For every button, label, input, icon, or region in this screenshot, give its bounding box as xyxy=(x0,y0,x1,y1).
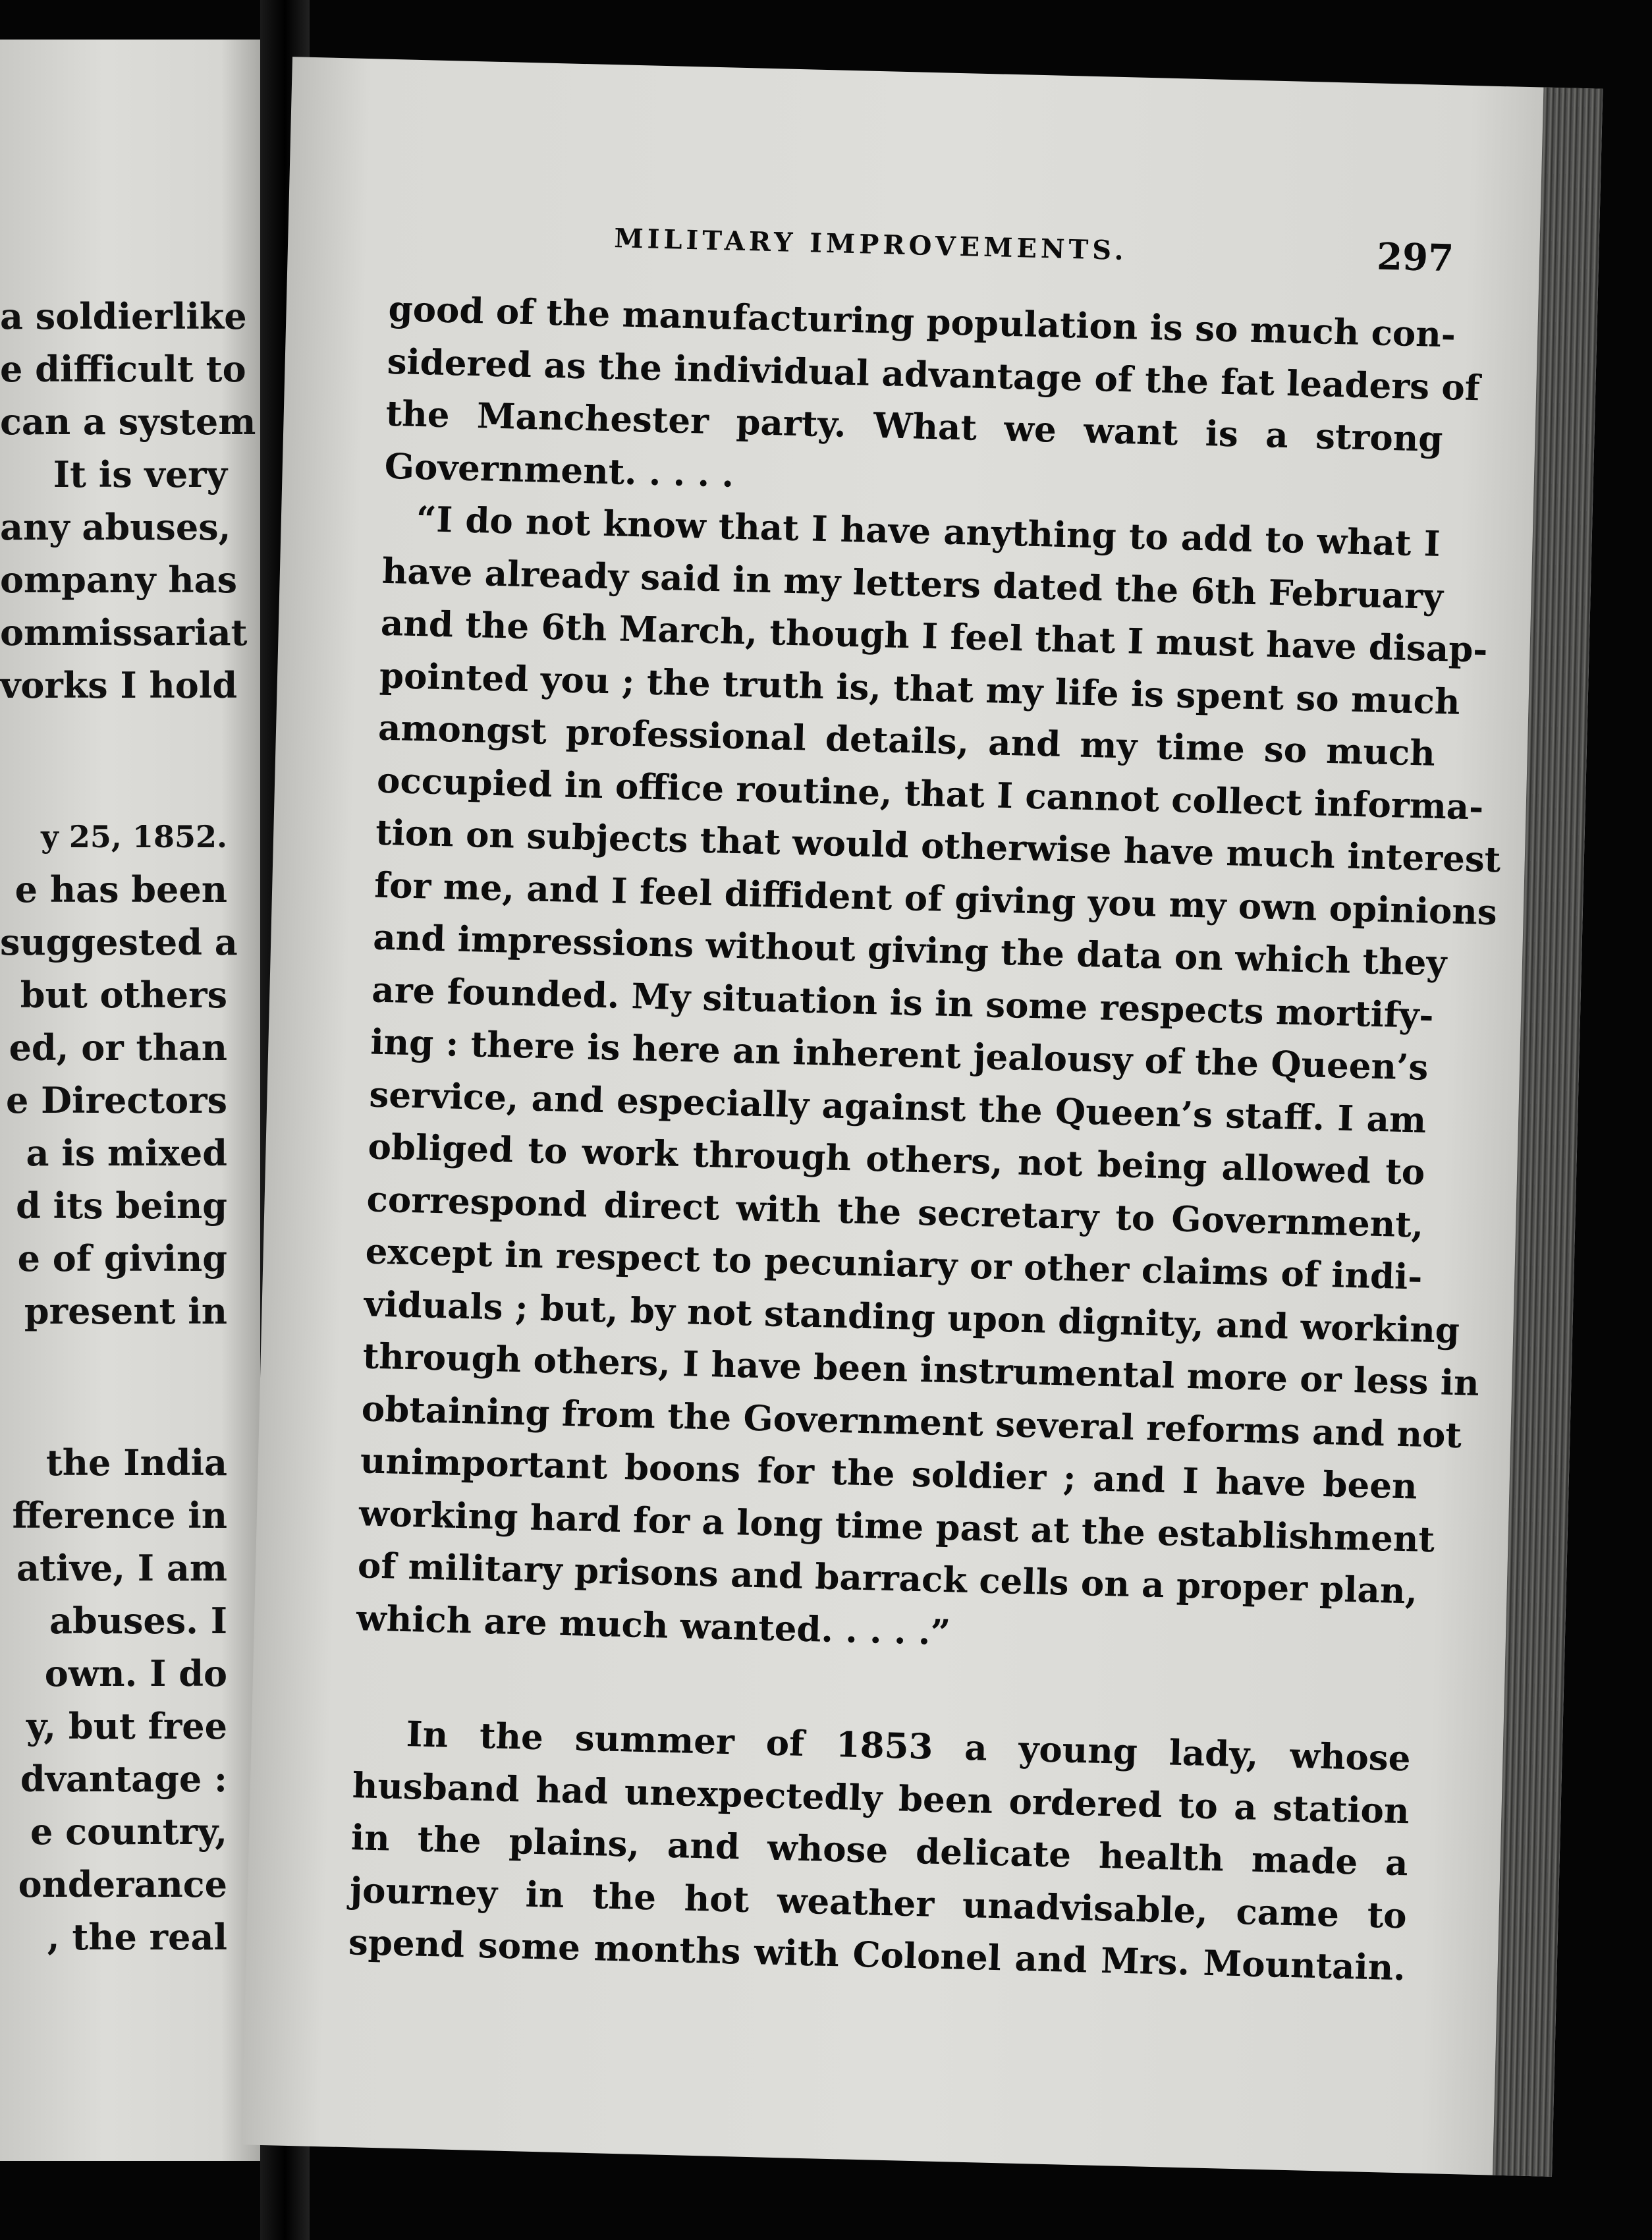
facing-line: any abuses, xyxy=(0,506,231,548)
facing-line: the India xyxy=(45,1442,227,1484)
facing-line: It is very xyxy=(53,453,227,495)
text-line: ing : there is here an inherent jealousy of the Queen’s xyxy=(370,1021,1429,1088)
facing-gap xyxy=(0,712,227,810)
text-line: service, and especially against the Queen’s staff. I am xyxy=(368,1073,1427,1141)
facing-line: a is mixed xyxy=(26,1132,227,1174)
facing-line: onderance xyxy=(18,1863,227,1905)
text-line: and the 6th March, though I feel that I must have disap- xyxy=(380,602,1489,671)
facing-line: ommissariat xyxy=(0,611,248,654)
facing-line: a soldierlike xyxy=(0,295,247,337)
page-edge-stack xyxy=(1493,88,1603,2177)
facing-line: suggested a xyxy=(0,921,238,963)
facing-page-text xyxy=(0,290,256,1963)
text-line: in the plains, and whose delicate health made a xyxy=(350,1817,1409,1884)
facing-line: can a system xyxy=(0,401,256,443)
facing-line: ative, I am xyxy=(16,1547,227,1589)
text-line: spend some months with Colonel and Mrs. Mountain. xyxy=(348,1922,1406,1989)
text-line: obliged to work through others, not being allowed to xyxy=(367,1126,1425,1193)
facing-line: ompany has xyxy=(0,559,237,601)
text-line: journey in the hot weather unadvisable, came to xyxy=(349,1869,1408,1936)
running-head-title: MILITARY IMPROVEMENTS. xyxy=(613,223,1128,267)
facing-line: abuses. I xyxy=(49,1600,227,1642)
page-number: 297 xyxy=(1376,235,1454,281)
text-line: obtaining from the Government several reforms and not xyxy=(361,1387,1462,1456)
facing-page xyxy=(0,40,260,2161)
text-line: sidered as the individual advantage of the fat leaders of xyxy=(387,341,1481,408)
facing-line: dvantage : xyxy=(20,1758,227,1800)
facing-line: fference in xyxy=(12,1494,227,1536)
facing-dateline: y 25, 1852. xyxy=(41,819,227,854)
facing-line: , the real xyxy=(47,1916,227,1958)
text-line: correspond direct with the secretary to Government, xyxy=(366,1178,1424,1246)
facing-line: e of giving xyxy=(17,1237,227,1279)
text-line: In the summer of 1853 a young lady, whose xyxy=(406,1714,1412,1779)
facing-line: e Directors xyxy=(6,1079,227,1121)
text-line: pointed you ; the truth is, that my life is spent so much xyxy=(379,655,1461,723)
facing-gap xyxy=(0,1337,227,1436)
text-line: of military prisons and barrack cells on a proper plan, xyxy=(357,1545,1418,1612)
text-line: amongst professional details, and my time so much xyxy=(377,707,1436,774)
text-line: through others, I have been instrumental more or less in xyxy=(362,1335,1480,1404)
text-line: unimportant boons for the soldier ; and I have been xyxy=(360,1440,1418,1507)
body-text xyxy=(348,283,1501,1995)
facing-line: but others xyxy=(20,974,227,1016)
text-line: “I do not know that I have anything to add to what I xyxy=(416,498,1441,565)
text-line: which are much wanted. . . . .” xyxy=(356,1597,951,1653)
running-head xyxy=(389,211,1454,296)
facing-line: vorks I hold xyxy=(0,664,238,706)
page-297 xyxy=(242,57,1603,2177)
text-line: are founded. My situation is in some respects mortify- xyxy=(371,969,1435,1036)
text-line: for me, and I feel diffident of giving you my own opinions xyxy=(373,864,1498,933)
text-line: Government. . . . . xyxy=(384,445,734,495)
text-line: good of the manufacturing population is so much con- xyxy=(387,288,1456,356)
text-line: husband had unexpectedly been ordered to a station xyxy=(352,1764,1410,1832)
facing-line: e has been xyxy=(14,868,227,910)
text-line: viduals ; but, by not standing upon dignity, and working xyxy=(364,1283,1460,1351)
facing-line: d its being xyxy=(16,1185,227,1227)
facing-line: y, but free xyxy=(26,1705,227,1747)
facing-line: ed, or than xyxy=(9,1026,227,1069)
facing-line: e country, xyxy=(30,1810,227,1853)
text-line: working hard for a long time past at the establishment xyxy=(358,1492,1435,1560)
text-line: except in respect to pecuniary or other claims of indi- xyxy=(364,1231,1423,1298)
page-content xyxy=(348,211,1501,1995)
text-line: the Manchester party. What we want is a strong xyxy=(385,393,1444,460)
text-line: tion on subjects that would otherwise have much interest xyxy=(375,812,1501,881)
text-line: and impressions without giving the data on which they xyxy=(372,916,1448,984)
text-line: have already said in my letters dated the 6th February xyxy=(381,550,1444,617)
facing-line: present in xyxy=(24,1290,227,1332)
facing-line: own. I do xyxy=(44,1652,227,1694)
facing-line: e difficult to xyxy=(0,348,246,390)
text-line: occupied in office routine, that I cannot collect informa- xyxy=(376,760,1484,828)
